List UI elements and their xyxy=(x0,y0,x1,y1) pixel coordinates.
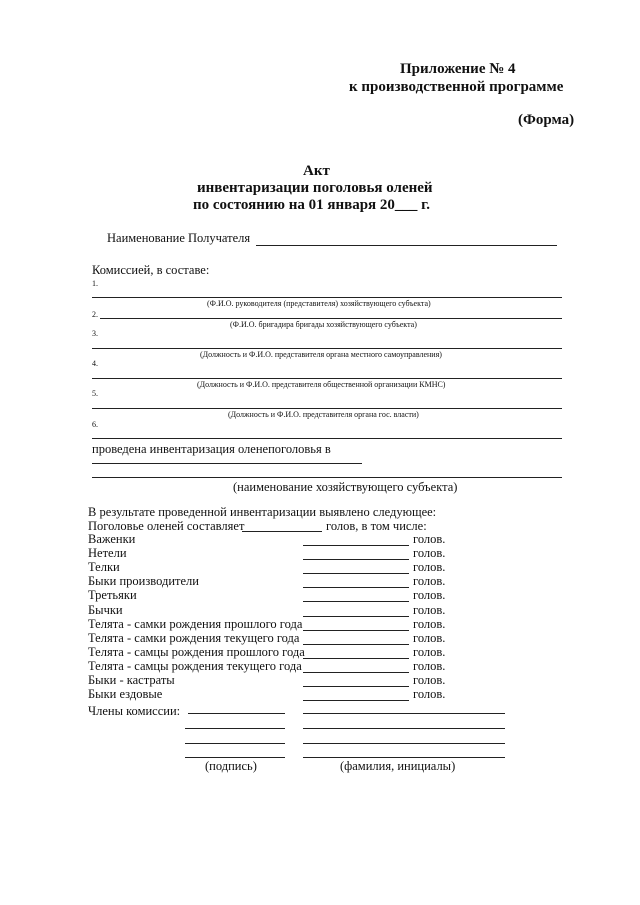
total-field[interactable] xyxy=(242,531,322,532)
member-number: 3. xyxy=(92,329,98,338)
recipient-field[interactable] xyxy=(256,245,557,246)
livestock-item-unit: голов. xyxy=(413,659,446,673)
livestock-item-unit: голов. xyxy=(413,588,446,602)
member-caption-2: (Ф.И.О. бригадира бригады хозяйствующего субъекта) xyxy=(230,320,417,329)
member-caption-3: (Должность и Ф.И.О. представителя органа местного самоуправления) xyxy=(200,350,442,359)
livestock-item-unit: голов. xyxy=(413,603,446,617)
member-field-4[interactable] xyxy=(92,378,562,379)
livestock-item-unit: голов. xyxy=(413,645,446,659)
appendix-subtitle: к производственной программе xyxy=(349,79,564,95)
member-number: 2. xyxy=(92,310,98,319)
signatures-label: Члены комиссии: xyxy=(88,704,181,718)
livestock-item-unit: голов. xyxy=(413,532,446,546)
livestock-item-count-field[interactable] xyxy=(303,658,409,659)
livestock-item-label: Быки - кастраты xyxy=(88,673,175,687)
appendix-number: Приложение № 4 xyxy=(400,61,516,77)
total-suffix: голов, в том числе: xyxy=(326,519,427,533)
livestock-item-count-field[interactable] xyxy=(303,601,409,602)
livestock-item-label: Телята - самцы рождения текущего года xyxy=(88,659,302,673)
livestock-item-count-field[interactable] xyxy=(303,686,409,687)
act-title-line3: по состоянию на 01 января 20___ г. xyxy=(193,197,431,213)
sign-caption: (подпись) xyxy=(205,759,257,773)
livestock-item-label: Третьяки xyxy=(88,588,137,602)
form-label: (Форма) xyxy=(518,112,575,128)
livestock-item-label: Бычки xyxy=(88,603,123,617)
member-field-1[interactable] xyxy=(92,297,562,298)
sign-field-2[interactable] xyxy=(185,728,285,729)
name-field-3[interactable] xyxy=(303,743,505,744)
livestock-item-label: Телята - самцы рождения прошлого года xyxy=(88,645,305,659)
livestock-item-count-field[interactable] xyxy=(303,559,409,560)
livestock-item-count-field[interactable] xyxy=(303,672,409,673)
name-field-4[interactable] xyxy=(303,757,505,758)
livestock-item-label: Телки xyxy=(88,560,120,574)
member-caption-5: (Должность и Ф.И.О. представителя органа гос. власти) xyxy=(228,410,419,419)
name-caption: (фамилия, инициалы) xyxy=(340,759,456,773)
livestock-item-label: Важенки xyxy=(88,532,136,546)
livestock-item-unit: голов. xyxy=(413,673,446,687)
total-label: Поголовье оленей составляет xyxy=(88,519,245,533)
livestock-item-count-field[interactable] xyxy=(303,545,409,546)
livestock-item-label: Телята - самки рождения текущего года xyxy=(88,631,300,645)
livestock-item-count-field[interactable] xyxy=(303,644,409,645)
member-caption-1: (Ф.И.О. руководителя (представителя) хозяйствующего субъекта) xyxy=(207,299,431,308)
recipient-label: Наименование Получателя xyxy=(107,231,251,245)
member-number: 5. xyxy=(92,389,98,398)
member-field-5[interactable] xyxy=(92,408,562,409)
sign-field-3[interactable] xyxy=(185,743,285,744)
livestock-item-count-field[interactable] xyxy=(303,573,409,574)
livestock-item-unit: голов. xyxy=(413,560,446,574)
livestock-item-count-field[interactable] xyxy=(303,630,409,631)
member-field-6[interactable] xyxy=(92,438,562,439)
livestock-item-label: Быки производители xyxy=(88,574,199,588)
member-field-3[interactable] xyxy=(92,348,562,349)
member-caption-4: (Должность и Ф.И.О. представителя общественной организации КМНС) xyxy=(197,380,446,389)
inventory-text: проведена инвентаризация оленепоголовья в xyxy=(92,442,331,456)
sign-field-4[interactable] xyxy=(185,757,285,758)
member-number: 6. xyxy=(92,420,98,429)
livestock-item-unit: голов. xyxy=(413,574,446,588)
livestock-item-label: Нетели xyxy=(88,546,127,560)
act-title-line2: инвентаризации поголовья оленей xyxy=(197,180,433,196)
act-title: Акт xyxy=(303,163,330,179)
livestock-item-unit: голов. xyxy=(413,631,446,645)
commission-label: Комиссией, в составе: xyxy=(92,263,210,277)
member-number: 1. xyxy=(92,279,98,288)
livestock-item-unit: голов. xyxy=(413,617,446,631)
livestock-item-unit: голов. xyxy=(413,546,446,560)
livestock-item-count-field[interactable] xyxy=(303,616,409,617)
result-intro: В результате проведенной инвентаризации выявлено следующее: xyxy=(88,505,437,519)
livestock-item-label: Телята - самки рождения прошлого года xyxy=(88,617,303,631)
member-number: 4. xyxy=(92,359,98,368)
name-field-2[interactable] xyxy=(303,728,505,729)
livestock-item-count-field[interactable] xyxy=(303,700,409,701)
sign-field-1[interactable] xyxy=(188,713,285,714)
entity-caption: (наименование хозяйствующего субъекта) xyxy=(233,480,458,494)
inventory-field[interactable] xyxy=(92,463,362,464)
member-field-2[interactable] xyxy=(100,318,562,319)
entity-field[interactable] xyxy=(92,477,562,478)
livestock-item-unit: голов. xyxy=(413,687,446,701)
livestock-item-count-field[interactable] xyxy=(303,587,409,588)
livestock-item-label: Быки ездовые xyxy=(88,687,163,701)
name-field-1[interactable] xyxy=(303,713,505,714)
